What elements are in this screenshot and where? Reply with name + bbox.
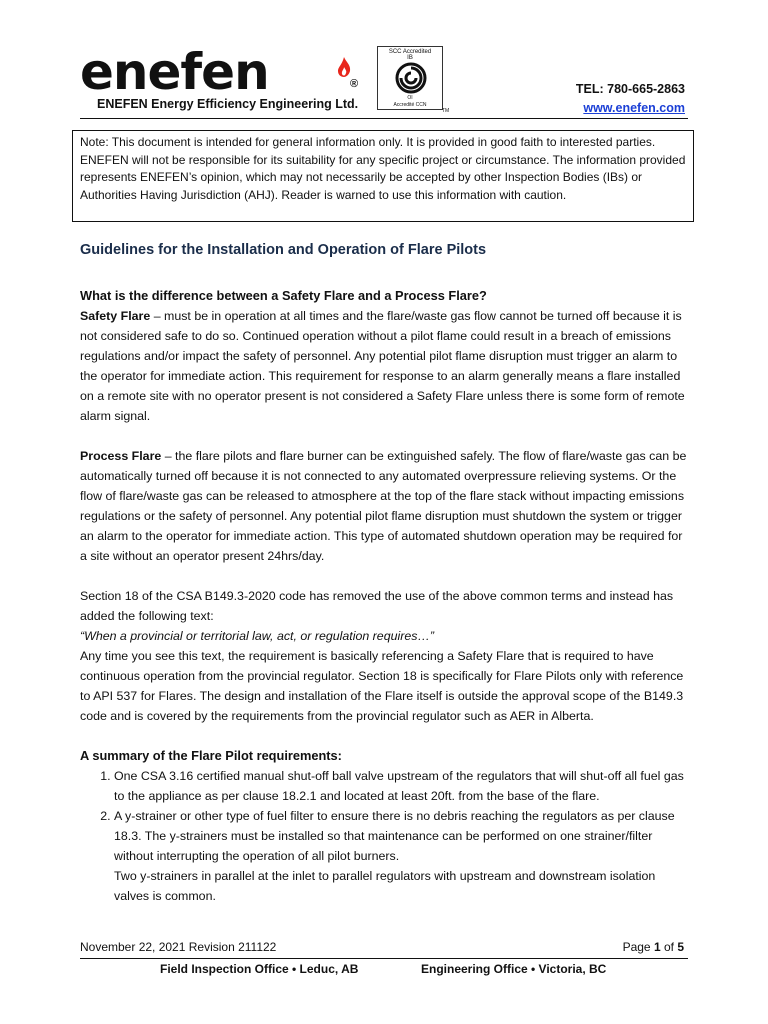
badge-line-1: SCC Accredited: [388, 49, 432, 55]
document-title: Guidelines for the Installation and Operation of Flare Pilots: [80, 242, 487, 258]
engineering-office: Engineering Office • Victoria, BC: [421, 962, 607, 976]
telephone-number: TEL: 780-665-2863: [575, 82, 685, 96]
page-prefix: Page: [622, 940, 654, 954]
section18-paragraph: Section 18 of the CSA B149.3-2020 code has removed the use of the above common terms and instead has added the following text:: [80, 589, 674, 623]
summary-heading: A summary of the Flare Pilot requirements:: [80, 748, 342, 763]
disclaimer-note: Note: This document is intended for general information only. It is provided in good faith to interested parties. ENEFEN will not be responsible for its suitability for any specific project or circumstance. The information provided represents ENEFEN’s opinion, which may not necessarily be accepted by other Inspection Bodies (IBs) or Authorities Having Jurisdiction (AHJ). Reader is warned to use this information with caution.: [72, 130, 694, 222]
page-number: [623, 940, 684, 954]
safety-flare-term: Safety Flare: [80, 309, 151, 323]
badge-line-3: OI: [407, 95, 413, 101]
badge-line-4: Accredité CCN: [393, 102, 427, 108]
logo-wordmark: enefen: [80, 43, 269, 101]
scc-accreditation-icon: [395, 62, 427, 94]
scc-accreditation-badge: [377, 46, 443, 110]
footer-date-revision: November 22, 2021 Revision 211122: [80, 940, 277, 954]
process-flare-term: Process Flare: [80, 449, 162, 463]
requirement-2-note: Two y-strainers in parallel at the inlet to parallel regulators with upstream and downstream isolation valves is common.: [114, 869, 656, 903]
page-current: 1: [653, 940, 661, 954]
website-link[interactable]: www.enefen.com: [583, 101, 685, 115]
badge-line-2: IB: [407, 55, 413, 61]
difference-heading: What is the difference between a Safety Flare and a Process Flare?: [80, 288, 487, 303]
footer-divider: [80, 958, 688, 959]
requirement-2-text: A y-strainer or other type of fuel filter to ensure there is no debris reaching the regulators as per clause 18.3. The y-strainers must be installed so that maintenance can be performed on one strainer/filter without interrupting the operation of all pilot burners.: [114, 809, 675, 863]
flame-icon: [336, 56, 352, 78]
trademark-mark: TM: [442, 108, 450, 114]
header-divider: [80, 118, 688, 119]
list-item: 1. One CSA 3.16 certified manual shut-off ball valve upstream of the regulators that will shut-off all fuel gas to the appliance as per clause 18.2.1 and located at least 20ft. from the base of the flare.: [114, 766, 688, 806]
safety-flare-paragraph: [80, 306, 688, 426]
page-total: 5: [677, 940, 684, 954]
process-flare-paragraph: [80, 446, 688, 566]
process-flare-text: – the flare pilots and flare burner can be extinguished safely. The flow of flare/waste gas can be automatically turned off because it is not connected to any automated overpressure relieving systems. Or the flow of flare/waste gas can be released to atmosphere at the top of the flare stack without impacting emissions regulations or the safety of personnel. Any potential pilot flame disruption must shutdown the system or trigger an alarm to the operator for immediate action. This type of automated shutdown operation may be required for a site without an operator present 24hrs/day.: [80, 449, 687, 563]
safety-flare-text: – must be in operation at all times and the flare/waste gas flow cannot be turned off because it is not considered safe to do so. Continued operation without a pilot flame could result in a breach of emissions regulations and/or impact the safety of personnel. Any potential pilot flame disruption must trigger an alarm to the operator for immediate action. This requirement for response to an alarm generally means a flare installed on a remote site with no operator present is not considered a Safety Flare unless there is some form of remote alarm signal.: [80, 309, 685, 423]
anytime-paragraph: Any time you see this text, the requirement is basically referencing a Safety Flare that is required to have continuous operation from the provincial regulator. Section 18 is specifically for Flare Pilots only with reference to API 537 for Flares. The design and installation of the Flare itself is outside the approval scope of the B149.3 code and is covered by the requirements from the provincial regulator such as AER in Alberta.: [80, 649, 684, 723]
field-office: Field Inspection Office • Leduc, AB: [160, 962, 359, 976]
list-item: [114, 806, 688, 906]
registered-mark: ®: [350, 78, 359, 90]
requirements-list: [80, 766, 688, 906]
page-of: of: [660, 940, 678, 954]
document-body: [80, 286, 688, 906]
code-quote: “When a provincial or territorial law, act, or regulation requires…”: [80, 629, 434, 643]
company-name: ENEFEN Energy Efficiency Engineering Ltd.: [97, 97, 359, 111]
